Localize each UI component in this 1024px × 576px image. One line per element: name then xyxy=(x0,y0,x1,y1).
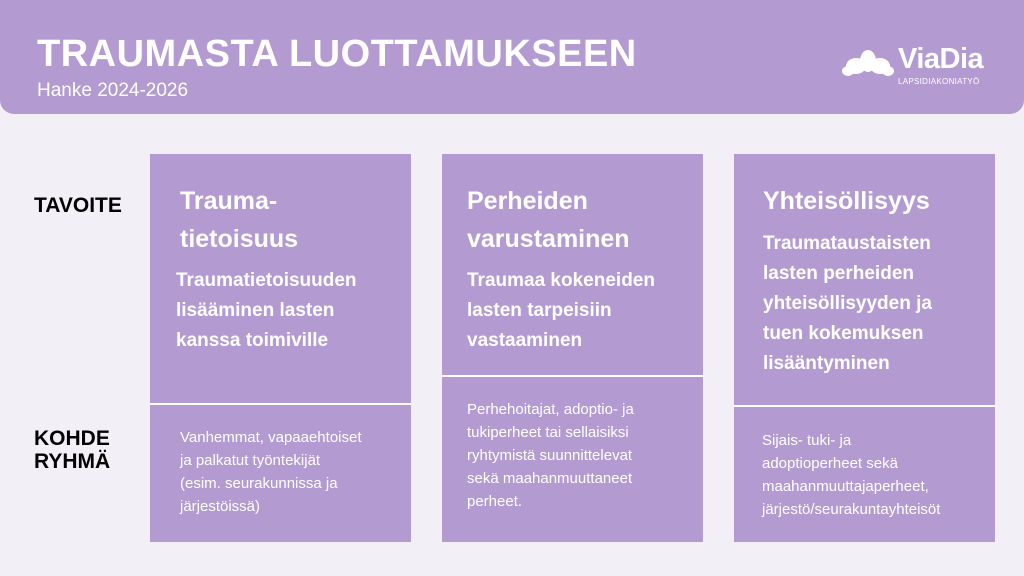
column-title-line: Trauma- xyxy=(180,187,278,215)
column-divider xyxy=(734,405,995,407)
goal-line: lisääntyminen xyxy=(763,353,890,374)
column-goal xyxy=(467,266,655,356)
row-label-target-line2: RYHMÄ xyxy=(34,450,111,473)
target-line: maahanmuuttajaperheet, xyxy=(762,478,929,495)
column-divider xyxy=(442,375,703,377)
column-community xyxy=(734,154,995,542)
target-line: (esim. seurakunnissa ja xyxy=(180,475,338,492)
goal-line: Traumatietoisuuden xyxy=(176,270,357,291)
goal-line: kanssa toimiville xyxy=(176,330,329,351)
goal-line: Traumaa kokeneiden xyxy=(467,270,655,291)
row-label-goal xyxy=(34,194,122,217)
column-target-group xyxy=(467,398,634,513)
row-label-target-line1: KOHDE xyxy=(34,427,110,450)
target-line: Vanhemmat, vapaaehtoiset xyxy=(180,429,362,446)
target-line: Sijais- tuki- ja xyxy=(762,432,852,449)
row-label-target xyxy=(34,427,110,473)
goal-line: lisääminen lasten xyxy=(176,300,335,321)
target-line: järjestöissä) xyxy=(180,498,261,515)
target-line: tukiperheet tai sellaisiksi xyxy=(467,424,629,441)
column-title-line: tietoisuus xyxy=(180,225,299,253)
goal-line: lasten perheiden xyxy=(763,263,914,284)
goal-line: lasten tarpeisiin xyxy=(467,300,612,321)
column-title-line: Perheiden xyxy=(467,187,588,215)
column-target-group xyxy=(180,426,362,518)
row-label-goal-text: TAVOITE xyxy=(34,194,122,217)
column-trauma-awareness xyxy=(150,154,411,542)
logo-tagline: LAPSIDIAKONIATYÖ xyxy=(898,77,980,86)
viadia-logo xyxy=(842,43,992,93)
column-title xyxy=(180,182,298,258)
page-title: TRAUMASTA LUOTTAMUKSEEN xyxy=(37,33,637,75)
target-line: Perhehoitajat, adoptio- ja xyxy=(467,401,634,418)
column-title-line: Yhteisöllisyys xyxy=(763,187,930,215)
column-target-group xyxy=(762,429,940,521)
page-subtitle: Hanke 2024-2026 xyxy=(37,80,189,101)
target-line: ja palkatut työntekijät xyxy=(180,452,321,469)
column-goal xyxy=(176,266,357,356)
logo-wordmark: ViaDia xyxy=(898,43,984,75)
goal-line: vastaaminen xyxy=(467,330,583,351)
target-line: sekä maahanmuuttaneet xyxy=(467,470,633,487)
column-divider xyxy=(150,403,411,405)
column-title xyxy=(467,182,630,258)
goal-line: Traumataustaisten xyxy=(763,233,931,254)
column-goal xyxy=(763,229,932,379)
column-title xyxy=(763,182,930,220)
goal-line: yhteisöllisyyden ja xyxy=(763,293,932,314)
lotus-icon xyxy=(842,49,894,79)
target-line: ryhtymistä suunnittelevat xyxy=(467,447,633,464)
target-line: järjestö/seurakuntayhteisöt xyxy=(762,501,941,518)
goal-line: tuen kokemuksen xyxy=(763,323,924,344)
column-family-equipping xyxy=(442,154,703,542)
column-title-line: varustaminen xyxy=(467,225,630,253)
target-line: adoptioperheet sekä xyxy=(762,455,898,472)
header-banner xyxy=(0,0,1024,114)
target-line: perheet. xyxy=(467,493,523,510)
